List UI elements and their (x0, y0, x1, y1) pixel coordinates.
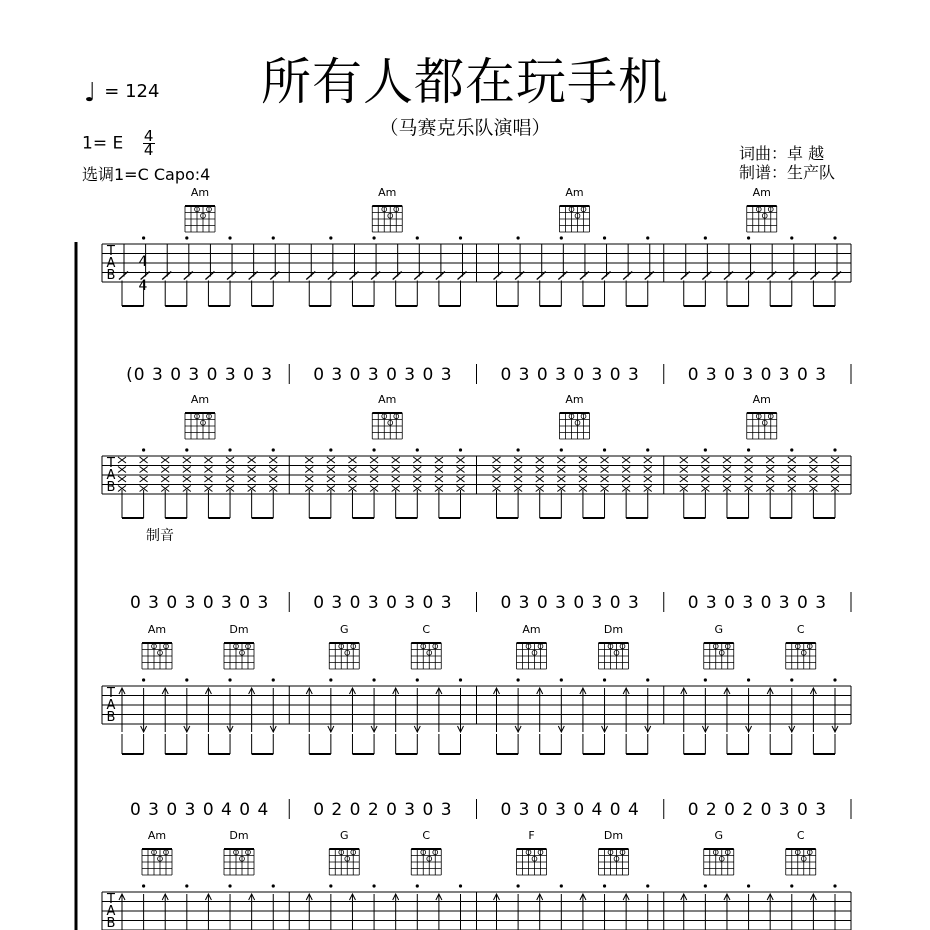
chord-name: Am (147, 829, 167, 842)
chord-name: Am (565, 393, 584, 406)
mute-x (701, 476, 709, 482)
accent-dot (704, 236, 707, 239)
accent-dot (747, 884, 750, 887)
chord-diagram-am (560, 206, 590, 232)
chord-name: C (796, 623, 805, 636)
numbered-notation: 0 3 0 3 0 4 0 4 (129, 800, 270, 820)
mute-x (514, 476, 522, 482)
chord-name: Dm (229, 829, 249, 842)
numbered-notation: 0 3 0 3 0 3 0 3 (687, 593, 828, 613)
accent-dot (704, 448, 707, 451)
mute-x (161, 467, 169, 473)
accent-dot (142, 448, 145, 451)
accent-dot (790, 884, 793, 887)
mute-x (392, 476, 400, 482)
tab-letter-t: T (107, 892, 115, 907)
mute-x (514, 457, 522, 463)
mute-x (226, 467, 234, 473)
mute-x (622, 467, 630, 473)
mute-x (348, 457, 356, 463)
accent-dot (372, 678, 375, 681)
accent-dot (185, 448, 188, 451)
chord-diagram-am (372, 206, 402, 232)
mute-x (622, 457, 630, 463)
tempo-value: = 124 (104, 81, 160, 102)
tab-time-sig-bottom: 4 (138, 278, 148, 294)
mute-x (269, 457, 277, 463)
mute-x (788, 467, 796, 473)
mute-x (392, 457, 400, 463)
mute-x (723, 467, 731, 473)
accent-dot (459, 884, 462, 887)
accent-dot (646, 448, 649, 451)
time-sig-top: 4 (143, 127, 154, 145)
chord-name: Am (378, 186, 397, 199)
mute-x (723, 457, 731, 463)
mute-x (413, 467, 421, 473)
accent-dot (517, 678, 520, 681)
mute-x (831, 467, 839, 473)
mute-x (745, 476, 753, 482)
accent-dot (704, 678, 707, 681)
chord-diagram-am (747, 413, 777, 439)
mute-x (831, 457, 839, 463)
numbered-notation: 0 3 0 3 0 3 0 3 (500, 593, 640, 613)
song-title: 所有人都在玩手机 (261, 53, 669, 111)
accent-dot (272, 236, 275, 239)
chord-diagram-am (372, 413, 402, 439)
tab-letter-a: A (106, 468, 116, 483)
accent-dot (416, 448, 419, 451)
numbered-notation: (0 3 0 3 0 3 0 3 (126, 365, 274, 385)
mute-x (809, 457, 817, 463)
mute-x (745, 457, 753, 463)
tab-letter-a: A (106, 904, 116, 919)
mute-x (183, 476, 191, 482)
chord-name: G (714, 829, 724, 842)
accent-dot (228, 678, 231, 681)
accent-dot (646, 884, 649, 887)
chord-name: F (528, 829, 535, 842)
accent-dot (603, 448, 606, 451)
accent-dot (790, 678, 793, 681)
quarter-note-icon: ♩ (84, 78, 97, 108)
accent-dot (560, 884, 563, 887)
mute-x (579, 467, 587, 473)
key-text: 1= E (82, 133, 124, 154)
accent-dot (704, 884, 707, 887)
chord-name: G (339, 829, 349, 842)
tab-letter-t: T (107, 456, 115, 471)
accent-dot (646, 236, 649, 239)
accent-dot (228, 236, 231, 239)
mute-x (248, 467, 256, 473)
accent-dot (185, 678, 188, 681)
accent-dot (517, 884, 520, 887)
mute-x (493, 457, 501, 463)
accent-dot (747, 448, 750, 451)
mute-x (457, 476, 465, 482)
chord-name: Dm (603, 829, 624, 842)
accent-dot (272, 884, 275, 887)
mute-x (435, 467, 443, 473)
accent-dot (142, 884, 145, 887)
accent-dot (459, 236, 462, 239)
mute-x (644, 476, 652, 482)
chord-name: Am (147, 623, 167, 636)
tab-time-sig-top: 4 (138, 254, 148, 270)
tab-letter-a: A (106, 698, 116, 713)
numbered-notation: 0 3 0 3 0 3 0 3 (313, 593, 453, 613)
chord-diagram-am (185, 413, 215, 439)
mute-x (140, 467, 148, 473)
chord-name: C (422, 623, 431, 636)
chord-diagram-dm (224, 849, 254, 875)
accent-dot (272, 448, 275, 451)
chord-diagram-g (704, 849, 734, 875)
chord-name: G (339, 623, 349, 636)
mute-x (118, 457, 126, 463)
mute-annotation: 制音 (146, 528, 174, 544)
tab-letter-b: B (106, 916, 116, 930)
mute-x (514, 467, 522, 473)
mute-x (370, 457, 378, 463)
chord-name: G (714, 623, 724, 636)
mute-x (557, 467, 565, 473)
mute-x (536, 467, 544, 473)
mute-x (269, 467, 277, 473)
mute-x (644, 467, 652, 473)
mute-x (457, 467, 465, 473)
credit-arranger: 制谱：生产队 (739, 163, 836, 182)
mute-x (457, 457, 465, 463)
accent-dot (747, 678, 750, 681)
mute-x (788, 476, 796, 482)
mute-x (248, 476, 256, 482)
accent-dot (603, 678, 606, 681)
chord-name: Am (522, 623, 541, 636)
accent-dot (329, 678, 332, 681)
chord-diagram-dm (224, 643, 254, 669)
chord-diagram-f (517, 849, 547, 875)
chord-diagram-am (142, 643, 172, 669)
accent-dot (329, 884, 332, 887)
accent-dot (517, 236, 520, 239)
accent-dot (790, 236, 793, 239)
mute-x (305, 476, 313, 482)
numbered-notation: 0 2 0 2 0 3 0 3 (313, 800, 453, 820)
mute-x (831, 476, 839, 482)
accent-dot (185, 236, 188, 239)
mute-x (204, 467, 212, 473)
mute-x (348, 467, 356, 473)
mute-x (536, 457, 544, 463)
chord-name: Am (752, 393, 771, 406)
credit-lyrics: 词曲：卓 越 (739, 144, 825, 163)
mute-x (305, 467, 313, 473)
chord-name: Am (752, 186, 771, 199)
accent-dot (372, 448, 375, 451)
numbered-notation: 0 3 0 3 0 3 0 3 (129, 593, 270, 613)
accent-dot (747, 236, 750, 239)
mute-x (327, 467, 335, 473)
chord-diagram-c (786, 643, 816, 669)
accent-dot (329, 236, 332, 239)
mute-x (118, 467, 126, 473)
mute-x (327, 457, 335, 463)
mute-x (305, 457, 313, 463)
tab-letter-b: B (106, 710, 116, 725)
chord-name: Am (565, 186, 584, 199)
mute-x (644, 457, 652, 463)
chord-diagram-am (517, 643, 547, 669)
chord-diagram-g (329, 643, 359, 669)
mute-x (370, 467, 378, 473)
accent-dot (603, 884, 606, 887)
chord-diagram-dm (599, 643, 629, 669)
tab-letter-a: A (106, 256, 116, 271)
accent-dot (833, 678, 836, 681)
accent-dot (646, 678, 649, 681)
chord-diagram-c (411, 849, 441, 875)
mute-x (766, 457, 774, 463)
mute-x (622, 476, 630, 482)
mute-x (183, 457, 191, 463)
accent-dot (416, 678, 419, 681)
mute-x (766, 467, 774, 473)
mute-x (493, 467, 501, 473)
accent-dot (560, 236, 563, 239)
chord-name: Am (378, 393, 397, 406)
tab-letter-t: T (107, 244, 115, 259)
capo-info: 选调1=C Capo:4 (82, 165, 211, 184)
mute-x (745, 467, 753, 473)
chord-diagram-g (329, 849, 359, 875)
numbered-notation: 0 2 0 2 0 3 0 3 (687, 800, 828, 820)
accent-dot (459, 448, 462, 451)
chord-diagram-c (786, 849, 816, 875)
accent-dot (603, 236, 606, 239)
tab-letter-b: B (106, 480, 116, 495)
mute-x (140, 457, 148, 463)
mute-x (204, 457, 212, 463)
mute-x (701, 467, 709, 473)
mute-x (788, 457, 796, 463)
chord-diagram-g (704, 643, 734, 669)
mute-x (161, 457, 169, 463)
mute-x (766, 476, 774, 482)
numbered-notation: 0 3 0 3 0 3 0 3 (313, 365, 453, 385)
accent-dot (416, 884, 419, 887)
accent-dot (142, 678, 145, 681)
mute-x (370, 476, 378, 482)
accent-dot (372, 236, 375, 239)
accent-dot (142, 236, 145, 239)
tab-letter-t: T (107, 686, 115, 701)
accent-dot (185, 884, 188, 887)
mute-x (435, 476, 443, 482)
chord-diagram-am (747, 206, 777, 232)
mute-x (269, 476, 277, 482)
mute-x (557, 476, 565, 482)
chord-name: Am (190, 186, 210, 199)
mute-x (183, 467, 191, 473)
accent-dot (833, 448, 836, 451)
chord-name: Dm (229, 623, 249, 636)
mute-x (327, 476, 335, 482)
chord-name: Dm (603, 623, 624, 636)
accent-dot (560, 448, 563, 451)
mute-x (680, 467, 688, 473)
mute-x (140, 476, 148, 482)
numbered-notation: 0 3 0 3 0 4 0 4 (500, 800, 640, 820)
mute-x (536, 476, 544, 482)
chord-name: C (422, 829, 431, 842)
mute-x (392, 467, 400, 473)
accent-dot (790, 448, 793, 451)
mute-x (680, 476, 688, 482)
mute-x (701, 457, 709, 463)
mute-x (601, 476, 609, 482)
mute-x (435, 457, 443, 463)
mute-x (226, 476, 234, 482)
mute-x (413, 457, 421, 463)
accent-dot (459, 678, 462, 681)
accent-dot (833, 884, 836, 887)
accent-dot (517, 448, 520, 451)
accent-dot (329, 448, 332, 451)
mute-x (413, 476, 421, 482)
chord-name: C (796, 829, 805, 842)
mute-x (493, 476, 501, 482)
mute-x (118, 476, 126, 482)
accent-dot (372, 884, 375, 887)
accent-dot (272, 678, 275, 681)
mute-x (601, 457, 609, 463)
mute-x (248, 457, 256, 463)
mute-x (348, 476, 356, 482)
mute-x (161, 476, 169, 482)
numbered-notation: 0 3 0 3 0 3 0 3 (500, 365, 640, 385)
chord-diagram-am (560, 413, 590, 439)
time-sig-bottom: 4 (143, 141, 154, 159)
mute-x (601, 467, 609, 473)
accent-dot (416, 236, 419, 239)
mute-x (809, 467, 817, 473)
accent-dot (228, 448, 231, 451)
mute-x (557, 457, 565, 463)
chord-diagram-am (142, 849, 172, 875)
chord-diagram-am (185, 206, 215, 232)
chord-name: Am (190, 393, 210, 406)
mute-x (809, 476, 817, 482)
accent-dot (560, 678, 563, 681)
mute-x (226, 457, 234, 463)
chord-diagram-c (411, 643, 441, 669)
mute-x (579, 476, 587, 482)
numbered-notation: 0 3 0 3 0 3 0 3 (687, 365, 828, 385)
song-subtitle: （马赛克乐队演唱） (379, 117, 551, 139)
accent-dot (833, 236, 836, 239)
mute-x (680, 457, 688, 463)
mute-x (723, 476, 731, 482)
mute-x (204, 476, 212, 482)
chord-diagram-dm (599, 849, 629, 875)
accent-dot (228, 884, 231, 887)
mute-x (579, 457, 587, 463)
tab-letter-b: B (106, 268, 116, 283)
